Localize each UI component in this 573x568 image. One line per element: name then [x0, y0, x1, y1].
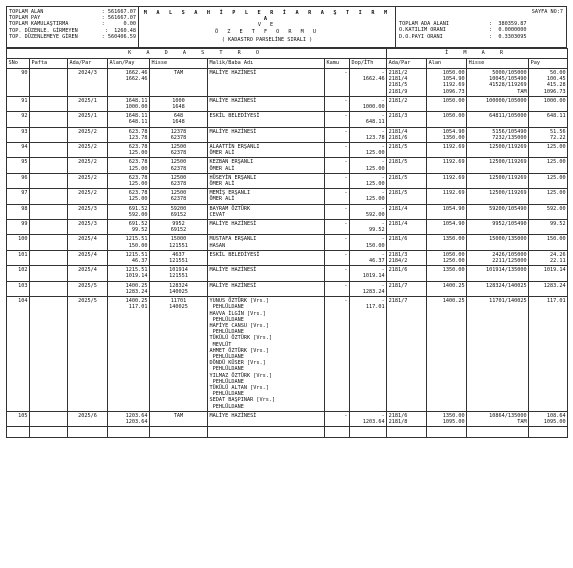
pafta-cell: [30, 173, 68, 188]
kamu-cell: -: [325, 281, 350, 296]
alan-pay-cell: 1662.46 1662.46: [108, 69, 150, 97]
imar-pay-cell: 1283.24: [529, 281, 568, 296]
pafta-cell: [30, 96, 68, 111]
sno-cell: 93: [7, 127, 30, 142]
kamu-cell: -: [325, 143, 350, 158]
pafta-cell: [30, 250, 68, 265]
table-row: [7, 281, 568, 296]
malik-cell: MALİYE HAZİNESİ: [208, 96, 325, 111]
pafta-cell: [30, 266, 68, 281]
table-row: [7, 143, 568, 158]
malik-cell: MALİYE HAZİNESİ: [208, 281, 325, 296]
imar-ada-par-cell: 2181/3 2184/2: [387, 250, 427, 265]
blank-cell: [325, 427, 350, 438]
blank-cell: [108, 427, 150, 438]
column-header: Hisse: [150, 59, 208, 69]
report-header: [6, 6, 567, 48]
dop-ith-cell: - 125.00: [350, 189, 387, 204]
dop-ith-cell: - 125.00: [350, 158, 387, 173]
table-row: [7, 266, 568, 281]
dop-ith-cell: - 1203.64: [350, 411, 387, 426]
imar-alan-cell: 1400.25: [427, 281, 467, 296]
dop-ith-cell: - 123.78: [350, 127, 387, 142]
kamu-cell: -: [325, 96, 350, 111]
kamu-cell: -: [325, 173, 350, 188]
hisse-cell: 12500 62378: [150, 158, 208, 173]
ada-par-cell: 2025/2: [68, 158, 108, 173]
report-sheet: [6, 6, 567, 438]
imar-hisse-cell: 2426/105000 2211/125000: [467, 250, 529, 265]
dop-ith-cell: - 46.37: [350, 250, 387, 265]
alan-pay-cell: 623.78 125.00: [108, 173, 150, 188]
hisse-cell: 12500 62378: [150, 143, 208, 158]
kamu-cell: -: [325, 411, 350, 426]
alan-pay-cell: 1648.11 1000.00: [108, 96, 150, 111]
ada-par-cell: 2025/1: [68, 96, 108, 111]
column-header: Dop/İTh: [350, 59, 387, 69]
imar-alan-cell: 1050.00 1250.00: [427, 250, 467, 265]
imar-ada-par-cell: 2181/5: [387, 143, 427, 158]
kamu-cell: -: [325, 220, 350, 235]
table-row: [7, 158, 568, 173]
pafta-cell: [30, 112, 68, 127]
blank-row: [7, 427, 568, 438]
malik-cell: ESKİL BELEDİYESİ: [208, 250, 325, 265]
imar-hisse-cell: 101914/135000: [467, 266, 529, 281]
report-subtitle: Ö Z E T F O R M U: [214, 28, 320, 35]
imar-hisse-cell: 12500/119269: [467, 143, 529, 158]
blank-cell: [467, 427, 529, 438]
imar-hisse-cell: 10864/135000 TAM: [467, 411, 529, 426]
malik-cell: MALİYE HAZİNESİ: [208, 411, 325, 426]
summary-block: [396, 7, 566, 47]
ada-par-cell: 2025/4: [68, 235, 108, 250]
imar-alan-cell: 1192.69: [427, 158, 467, 173]
kamu-cell: -: [325, 112, 350, 127]
imar-alan-cell: 1192.69: [427, 173, 467, 188]
alan-pay-cell: 1215.51 1019.14: [108, 266, 150, 281]
imar-pay-cell: 1019.14: [529, 266, 568, 281]
total-label: TOPLAM ALAN: [9, 9, 44, 15]
dop-ith-cell: - 150.00: [350, 235, 387, 250]
malik-cell: MALİYE HAZİNESİ: [208, 220, 325, 235]
sno-cell: 94: [7, 143, 30, 158]
sno-cell: 102: [7, 266, 30, 281]
imar-ada-par-cell: 2181/7: [387, 281, 427, 296]
hisse-cell: TAM: [150, 411, 208, 426]
report-sort-note: ( KADASTRO PARSELİNE SIRALI ): [221, 36, 313, 43]
total-value: : 561667.07: [101, 15, 136, 22]
sno-cell: 100: [7, 235, 30, 250]
hisse-cell: 11701 140025: [150, 297, 208, 412]
dop-ith-cell: - 648.11: [350, 112, 387, 127]
kamu-cell: -: [325, 158, 350, 173]
table-row: [7, 235, 568, 250]
sno-cell: 91: [7, 96, 30, 111]
imar-ada-par-cell: 2181/2 2181/4 2181/5 2181/9: [387, 69, 427, 97]
imar-alan-cell: 1350.00 1095.00: [427, 411, 467, 426]
hisse-cell: 12378 62378: [150, 127, 208, 142]
total-label: TOPLAM PAY: [9, 15, 41, 22]
alan-pay-cell: 691.52 99.52: [108, 220, 150, 235]
hisse-cell: 4637 121551: [150, 250, 208, 265]
ada-par-cell: 2025/3: [68, 220, 108, 235]
hisse-cell: 648 1648: [150, 112, 208, 127]
alan-pay-cell: 623.78 125.00: [108, 158, 150, 173]
dop-ith-cell: - 125.00: [350, 143, 387, 158]
ada-par-cell: 2025/2: [68, 189, 108, 204]
pafta-cell: [30, 127, 68, 142]
ada-par-cell: 2024/3: [68, 69, 108, 97]
imar-ada-par-cell: 2181/5: [387, 189, 427, 204]
alan-pay-cell: 1400.25 1283.24: [108, 281, 150, 296]
imar-hisse-cell: 64811/105000: [467, 112, 529, 127]
summary-item: [399, 34, 563, 40]
summary-value: : 0.3303095: [489, 33, 527, 40]
blank-cell: [208, 427, 325, 438]
table-row: [7, 204, 568, 219]
kadastro-group-header: K A D A S T R O: [7, 49, 387, 59]
report-title: M A L S A H İ P L E R İ A R A Ş T I R M A: [143, 10, 391, 23]
sno-cell: 103: [7, 281, 30, 296]
column-header: Kamu: [325, 59, 350, 69]
alan-pay-cell: 623.78 125.00: [108, 143, 150, 158]
imar-hisse-cell: 5000/105000 10045/105490 41528/119269 TAM: [467, 69, 529, 97]
kamu-cell: -: [325, 69, 350, 97]
pafta-cell: [30, 204, 68, 219]
imar-pay-cell: 125.00: [529, 173, 568, 188]
table-row: [7, 220, 568, 235]
column-header: Hisse: [467, 59, 529, 69]
hisse-cell: 12500 62378: [150, 189, 208, 204]
ada-par-cell: 2025/2: [68, 143, 108, 158]
group-header-row: [7, 49, 568, 59]
total-value: : 1260.48: [104, 27, 136, 34]
summary-label: O.KATILIM ORANI: [399, 27, 446, 34]
imar-ada-par-cell: 2181/4: [387, 204, 427, 219]
pafta-cell: [30, 189, 68, 204]
imar-hisse-cell: 128324/140025: [467, 281, 529, 296]
imar-hisse-cell: 12500/119269: [467, 158, 529, 173]
imar-ada-par-cell: 2181/2: [387, 96, 427, 111]
imar-alan-cell: 1054.90: [427, 220, 467, 235]
dop-ith-cell: - 592.00: [350, 204, 387, 219]
imar-alan-cell: 1350.00: [427, 266, 467, 281]
imar-alan-cell: 1050.00 1054.90 1192.69 1096.73: [427, 69, 467, 97]
imar-pay-cell: 51.56 72.22: [529, 127, 568, 142]
column-header: Ada/Par: [387, 59, 427, 69]
pafta-cell: [30, 411, 68, 426]
sno-cell: 92: [7, 112, 30, 127]
hisse-cell: 1000 1648: [150, 96, 208, 111]
sno-cell: 99: [7, 220, 30, 235]
ada-par-cell: 2025/2: [68, 127, 108, 142]
table-row: [7, 69, 568, 97]
imar-group-header: İ M A R: [387, 49, 568, 59]
kamu-cell: -: [325, 266, 350, 281]
ada-par-cell: 2025/2: [68, 173, 108, 188]
total-value: : 560406.59: [101, 33, 136, 40]
sno-cell: 90: [7, 69, 30, 97]
alan-pay-cell: 1215.51 46.37: [108, 250, 150, 265]
ada-par-cell: 2025/5: [68, 297, 108, 412]
page-number: SAYFA NO:7: [531, 9, 563, 15]
imar-pay-cell: 1000.00: [529, 96, 568, 111]
imar-pay-cell: 592.00: [529, 204, 568, 219]
sno-cell: 95: [7, 158, 30, 173]
pafta-cell: [30, 69, 68, 97]
sno-cell: 101: [7, 250, 30, 265]
ada-par-cell: 2025/6: [68, 411, 108, 426]
hisse-cell: 128324 140025: [150, 281, 208, 296]
pafta-cell: [30, 235, 68, 250]
alan-pay-cell: 1400.25 117.01: [108, 297, 150, 412]
imar-alan-cell: 1050.00: [427, 112, 467, 127]
table-row: [7, 173, 568, 188]
imar-hisse-cell: 5156/105490 7232/135000: [467, 127, 529, 142]
alan-pay-cell: 623.78 125.00: [108, 189, 150, 204]
kamu-cell: -: [325, 127, 350, 142]
sno-cell: 98: [7, 204, 30, 219]
owners-table: [6, 48, 568, 438]
malik-cell: MEMİŞ ERŞANLI ÖMER ALİ: [208, 189, 325, 204]
imar-hisse-cell: 11701/140025: [467, 297, 529, 412]
imar-ada-par-cell: 2181/6: [387, 266, 427, 281]
sno-cell: 97: [7, 189, 30, 204]
total-value: : 0.00: [101, 21, 136, 28]
ada-par-cell: 2025/4: [68, 266, 108, 281]
blank-cell: [7, 427, 30, 438]
summary-value: : 380359.87: [489, 21, 527, 28]
pafta-cell: [30, 143, 68, 158]
table-row: [7, 127, 568, 142]
malik-cell: MALİYE HAZİNESİ: [208, 266, 325, 281]
imar-alan-cell: 1192.69: [427, 189, 467, 204]
column-header: Alan/Pay: [108, 59, 150, 69]
table-row: [7, 250, 568, 265]
alan-pay-cell: 691.52 592.00: [108, 204, 150, 219]
imar-pay-cell: 125.00: [529, 158, 568, 173]
sno-cell: 96: [7, 173, 30, 188]
column-header: Ada/Par: [68, 59, 108, 69]
imar-ada-par-cell: 2181/6: [387, 235, 427, 250]
imar-ada-par-cell: 2181/4: [387, 220, 427, 235]
imar-ada-par-cell: 2181/5: [387, 173, 427, 188]
total-label: TOP. DÜZENLEMEYE GİREN: [9, 33, 78, 40]
hisse-cell: 59200 69152: [150, 204, 208, 219]
sno-cell: 104: [7, 297, 30, 412]
imar-ada-par-cell: 2181/6 2181/8: [387, 411, 427, 426]
summary-label: TOPLAM ADA ALANI: [399, 21, 449, 28]
imar-alan-cell: 1054.90: [427, 204, 467, 219]
kamu-cell: -: [325, 204, 350, 219]
hisse-cell: 12500 62378: [150, 173, 208, 188]
hisse-cell: 15000 121551: [150, 235, 208, 250]
ada-par-cell: 2025/3: [68, 204, 108, 219]
table-row: [7, 189, 568, 204]
dop-ith-cell: - 117.01: [350, 297, 387, 412]
column-header: Malik/Baba Adı: [208, 59, 325, 69]
summary-value: : 0.0000000: [489, 27, 527, 34]
imar-pay-cell: 50.00 100.45 415.28 1096.73: [529, 69, 568, 97]
alan-pay-cell: 1203.64 1203.64: [108, 411, 150, 426]
imar-pay-cell: 117.01: [529, 297, 568, 412]
column-header: Pafta: [30, 59, 68, 69]
total-value: : 561667.07: [101, 9, 136, 15]
imar-ada-par-cell: 2181/7: [387, 297, 427, 412]
hisse-cell: 101914 121551: [150, 266, 208, 281]
malik-cell: YUNUS ÖZTÜRK [Vrs.] PEHLÜLDANE HAVVA İLGİN [Vrs.] PEHLÜLDANE HAFİYE CANSU [Vrs.] PEHLÜLDANE TÜKÜLÜ ÖZTÜRK [Vrs.] MEVLÜT AHMET ÖZTÜRK [Vrs.] PEHLÜLDANE DÖNDÜ KÜSER [Vrs.] PEHLÜLDANE YILMAZ ÖZTÜRK [Vrs.] PEHLÜLDANE TÜKÜLÜ ALTAN [Vrs.] PEHLÜLDANE SEDAT BAŞPINAR [Vrs.] PEHLÜLDANE: [208, 297, 325, 412]
report-title-and: V E: [257, 22, 277, 29]
column-header: Alan: [427, 59, 467, 69]
malik-cell: MALİYE HAZİNESİ: [208, 127, 325, 142]
hisse-cell: 9952 69152: [150, 220, 208, 235]
title-block: [139, 7, 396, 47]
blank-cell: [529, 427, 568, 438]
imar-hisse-cell: 15000/135000: [467, 235, 529, 250]
malik-cell: BAYRAM ÖZTÜRK CEVAT: [208, 204, 325, 219]
column-header: SNo: [7, 59, 30, 69]
column-header: Pay: [529, 59, 568, 69]
malik-cell: KEZBAN ERŞANLI ÖMER ALİ: [208, 158, 325, 173]
table-row: [7, 297, 568, 412]
imar-hisse-cell: 59200/105490: [467, 204, 529, 219]
kamu-cell: -: [325, 189, 350, 204]
blank-cell: [68, 427, 108, 438]
imar-pay-cell: 125.00: [529, 189, 568, 204]
imar-ada-par-cell: 2181/5: [387, 158, 427, 173]
table-row: [7, 96, 568, 111]
blank-cell: [350, 427, 387, 438]
malik-cell: ALAATTİN ERŞANLI ÖMER ALİ: [208, 143, 325, 158]
alan-pay-cell: 623.78 123.78: [108, 127, 150, 142]
table-row: [7, 411, 568, 426]
alan-pay-cell: 1215.51 150.00: [108, 235, 150, 250]
imar-alan-cell: 1050.00: [427, 96, 467, 111]
malik-cell: MALİYE HAZİNESİ: [208, 69, 325, 97]
imar-pay-cell: 125.00: [529, 143, 568, 158]
imar-pay-cell: 99.52: [529, 220, 568, 235]
sno-cell: 105: [7, 411, 30, 426]
malik-cell: MUSTAFA ERŞANLI HASAN: [208, 235, 325, 250]
dop-ith-cell: - 125.00: [350, 173, 387, 188]
table-row: [7, 112, 568, 127]
imar-alan-cell: 1400.25: [427, 297, 467, 412]
ada-par-cell: 2025/5: [68, 281, 108, 296]
total-item: [9, 34, 136, 40]
blank-cell: [387, 427, 427, 438]
total-label: TOPLAM KAMULAŞTIRMA: [9, 21, 69, 28]
imar-hisse-cell: 12500/119269: [467, 173, 529, 188]
column-header-row: [7, 59, 568, 69]
imar-pay-cell: 108.64 1095.00: [529, 411, 568, 426]
pafta-cell: [30, 297, 68, 412]
malik-cell: ESKİL BELEDİYESİ: [208, 112, 325, 127]
kamu-cell: -: [325, 297, 350, 412]
blank-cell: [427, 427, 467, 438]
alan-pay-cell: 1648.11 648.11: [108, 112, 150, 127]
blank-cell: [150, 427, 208, 438]
totals-block: [7, 7, 139, 47]
imar-alan-cell: 1054.90 1350.00: [427, 127, 467, 142]
ada-par-cell: 2025/4: [68, 250, 108, 265]
kamu-cell: -: [325, 235, 350, 250]
imar-hisse-cell: 9952/105490: [467, 220, 529, 235]
blank-cell: [30, 427, 68, 438]
imar-pay-cell: 150.00: [529, 235, 568, 250]
dop-ith-cell: - 1662.46: [350, 69, 387, 97]
dop-ith-cell: - 1019.14: [350, 266, 387, 281]
hisse-cell: TAM: [150, 69, 208, 97]
imar-hisse-cell: 12500/119269: [467, 189, 529, 204]
malik-cell: HÜSEYİN ERŞANLI ÖMER ALİ: [208, 173, 325, 188]
dop-ith-cell: - 99.52: [350, 220, 387, 235]
imar-ada-par-cell: 2181/3: [387, 112, 427, 127]
imar-ada-par-cell: 2181/4 2181/6: [387, 127, 427, 142]
imar-pay-cell: 648.11: [529, 112, 568, 127]
summary-label: D.O.PAYI ORANI: [399, 33, 443, 40]
imar-hisse-cell: 100000/105000: [467, 96, 529, 111]
kamu-cell: -: [325, 250, 350, 265]
dop-ith-cell: - 1283.24: [350, 281, 387, 296]
imar-alan-cell: 1350.00: [427, 235, 467, 250]
dop-ith-cell: - 1000.00: [350, 96, 387, 111]
pafta-cell: [30, 220, 68, 235]
imar-pay-cell: 24.26 22.11: [529, 250, 568, 265]
imar-alan-cell: 1192.69: [427, 143, 467, 158]
pafta-cell: [30, 281, 68, 296]
pafta-cell: [30, 158, 68, 173]
total-label: TOP. DÜZENLE. GİRMEYEN: [9, 27, 78, 34]
ada-par-cell: 2025/1: [68, 112, 108, 127]
